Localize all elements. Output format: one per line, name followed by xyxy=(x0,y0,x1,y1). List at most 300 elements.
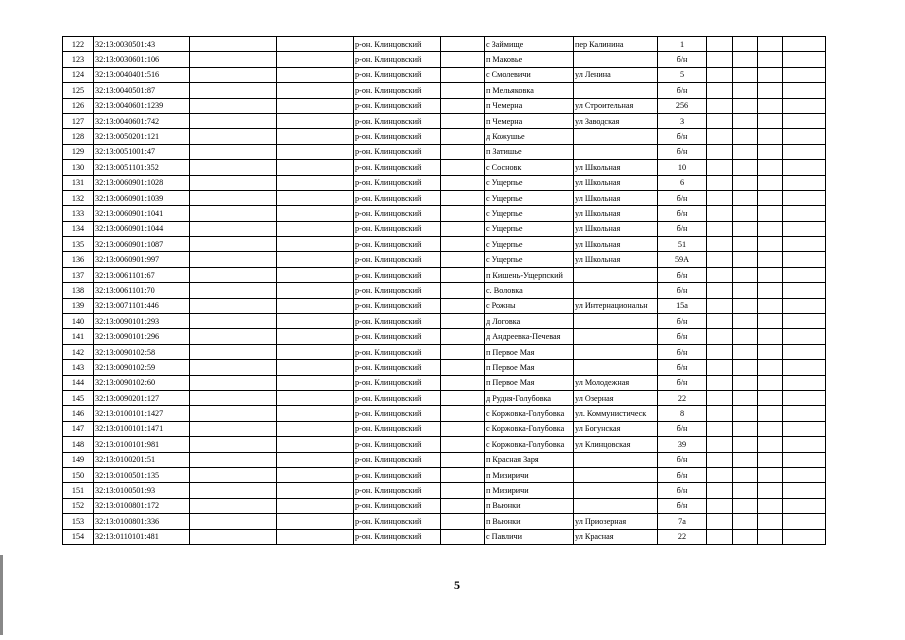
house-number-cell: б/н xyxy=(658,483,707,498)
empty-cell xyxy=(783,267,826,282)
house-number-cell: б/н xyxy=(658,267,707,282)
empty-cell xyxy=(190,252,277,267)
property-register-table xyxy=(62,36,826,545)
empty-cell xyxy=(441,175,485,190)
street-cell xyxy=(574,344,658,359)
row-number-cell: 152 xyxy=(63,498,94,513)
empty-cell xyxy=(190,160,277,175)
table-row xyxy=(63,175,826,190)
empty-cell xyxy=(277,283,354,298)
empty-cell xyxy=(277,37,354,52)
district-cell: р-он. Клинцовский xyxy=(354,329,441,344)
empty-cell xyxy=(277,52,354,67)
street-cell: ул Молодежная xyxy=(574,375,658,390)
row-number-cell: 135 xyxy=(63,237,94,252)
empty-cell xyxy=(783,483,826,498)
street-cell xyxy=(574,52,658,67)
empty-cell xyxy=(758,190,783,205)
table-row xyxy=(63,98,826,113)
house-number-cell: б/н xyxy=(658,314,707,329)
district-cell: р-он. Клинцовский xyxy=(354,283,441,298)
table-row xyxy=(63,267,826,282)
district-cell: р-он. Клинцовский xyxy=(354,390,441,405)
empty-cell xyxy=(758,175,783,190)
empty-cell xyxy=(707,237,733,252)
empty-cell xyxy=(277,390,354,405)
empty-cell xyxy=(190,467,277,482)
row-number-cell: 129 xyxy=(63,144,94,159)
cadastral-number-cell: 32:13:0090101:296 xyxy=(94,329,190,344)
district-cell: р-он. Клинцовский xyxy=(354,344,441,359)
empty-cell xyxy=(277,314,354,329)
district-cell: р-он. Клинцовский xyxy=(354,375,441,390)
locality-cell: д Кожушье xyxy=(485,129,574,144)
row-number-cell: 128 xyxy=(63,129,94,144)
row-number-cell: 140 xyxy=(63,314,94,329)
page-number: 5 xyxy=(454,578,460,592)
district-cell: р-он. Клинцовский xyxy=(354,52,441,67)
empty-cell xyxy=(783,329,826,344)
locality-cell: с Ущерпье xyxy=(485,221,574,236)
house-number-cell: 15а xyxy=(658,298,707,313)
empty-cell xyxy=(277,298,354,313)
empty-cell xyxy=(441,67,485,82)
empty-cell xyxy=(733,329,758,344)
cadastral-number-cell: 32:13:0100801:336 xyxy=(94,514,190,529)
empty-cell xyxy=(707,421,733,436)
empty-cell xyxy=(733,221,758,236)
house-number-cell: 256 xyxy=(658,98,707,113)
empty-cell xyxy=(758,467,783,482)
district-cell: р-он. Клинцовский xyxy=(354,437,441,452)
empty-cell xyxy=(707,314,733,329)
empty-cell xyxy=(758,314,783,329)
cadastral-number-cell: 32:13:0090102:58 xyxy=(94,344,190,359)
locality-cell: п Затишье xyxy=(485,144,574,159)
empty-cell xyxy=(783,113,826,128)
district-cell: р-он. Клинцовский xyxy=(354,37,441,52)
cadastral-number-cell: 32:13:0040601:1239 xyxy=(94,98,190,113)
table-row xyxy=(63,314,826,329)
district-cell: р-он. Клинцовский xyxy=(354,144,441,159)
row-number-cell: 133 xyxy=(63,206,94,221)
empty-cell xyxy=(733,67,758,82)
empty-cell xyxy=(277,329,354,344)
empty-cell xyxy=(707,67,733,82)
locality-cell: д Рудня-Голубовка xyxy=(485,390,574,405)
row-number-cell: 130 xyxy=(63,160,94,175)
empty-cell xyxy=(441,467,485,482)
empty-cell xyxy=(277,190,354,205)
empty-cell xyxy=(707,206,733,221)
empty-cell xyxy=(758,144,783,159)
empty-cell xyxy=(758,452,783,467)
row-number-cell: 146 xyxy=(63,406,94,421)
table-row xyxy=(63,221,826,236)
row-number-cell: 149 xyxy=(63,452,94,467)
empty-cell xyxy=(783,221,826,236)
empty-cell xyxy=(733,206,758,221)
empty-cell xyxy=(758,298,783,313)
empty-cell xyxy=(190,175,277,190)
empty-cell xyxy=(733,52,758,67)
table-row xyxy=(63,190,826,205)
house-number-cell: 6 xyxy=(658,175,707,190)
empty-cell xyxy=(190,529,277,544)
empty-cell xyxy=(277,237,354,252)
empty-cell xyxy=(758,344,783,359)
empty-cell xyxy=(707,298,733,313)
street-cell xyxy=(574,129,658,144)
locality-cell: с Коржовка-Голубовка xyxy=(485,421,574,436)
cadastral-number-cell: 32:13:0051101:352 xyxy=(94,160,190,175)
locality-cell: с Павличи xyxy=(485,529,574,544)
street-cell xyxy=(574,498,658,513)
district-cell: р-он. Клинцовский xyxy=(354,467,441,482)
locality-cell: д Логовка xyxy=(485,314,574,329)
empty-cell xyxy=(277,437,354,452)
district-cell: р-он. Клинцовский xyxy=(354,514,441,529)
empty-cell xyxy=(441,190,485,205)
empty-cell xyxy=(758,406,783,421)
empty-cell xyxy=(190,283,277,298)
empty-cell xyxy=(733,283,758,298)
empty-cell xyxy=(277,67,354,82)
cadastral-number-cell: 32:13:0060901:1039 xyxy=(94,190,190,205)
empty-cell xyxy=(758,237,783,252)
empty-cell xyxy=(783,160,826,175)
district-cell: р-он. Клинцовский xyxy=(354,221,441,236)
empty-cell xyxy=(190,37,277,52)
empty-cell xyxy=(733,113,758,128)
empty-cell xyxy=(441,514,485,529)
house-number-cell: 39 xyxy=(658,437,707,452)
locality-cell: п Первое Мая xyxy=(485,344,574,359)
table-body xyxy=(63,37,826,545)
empty-cell xyxy=(441,37,485,52)
locality-cell: д Андреевка-Печевая xyxy=(485,329,574,344)
empty-cell xyxy=(441,452,485,467)
cadastral-number-cell: 32:13:0090102:60 xyxy=(94,375,190,390)
locality-cell: с Рожны xyxy=(485,298,574,313)
row-number-cell: 139 xyxy=(63,298,94,313)
row-number-cell: 125 xyxy=(63,83,94,98)
empty-cell xyxy=(707,360,733,375)
locality-cell: п Маковье xyxy=(485,52,574,67)
table-row xyxy=(63,375,826,390)
empty-cell xyxy=(733,421,758,436)
table-row xyxy=(63,498,826,513)
empty-cell xyxy=(277,221,354,236)
empty-cell xyxy=(190,190,277,205)
district-cell: р-он. Клинцовский xyxy=(354,206,441,221)
empty-cell xyxy=(277,406,354,421)
empty-cell xyxy=(190,129,277,144)
street-cell xyxy=(574,144,658,159)
row-number-cell: 124 xyxy=(63,67,94,82)
empty-cell xyxy=(441,298,485,313)
row-number-cell: 126 xyxy=(63,98,94,113)
empty-cell xyxy=(783,360,826,375)
empty-cell xyxy=(758,514,783,529)
house-number-cell: 22 xyxy=(658,390,707,405)
empty-cell xyxy=(783,344,826,359)
empty-cell xyxy=(190,83,277,98)
row-number-cell: 147 xyxy=(63,421,94,436)
house-number-cell: 10 xyxy=(658,160,707,175)
district-cell: р-он. Клинцовский xyxy=(354,314,441,329)
empty-cell xyxy=(758,390,783,405)
district-cell: р-он. Клинцовский xyxy=(354,190,441,205)
row-number-cell: 151 xyxy=(63,483,94,498)
empty-cell xyxy=(758,437,783,452)
district-cell: р-он. Клинцовский xyxy=(354,67,441,82)
empty-cell xyxy=(707,160,733,175)
table-row xyxy=(63,298,826,313)
empty-cell xyxy=(707,175,733,190)
table-row xyxy=(63,529,826,544)
empty-cell xyxy=(783,514,826,529)
empty-cell xyxy=(190,406,277,421)
house-number-cell: б/н xyxy=(658,190,707,205)
empty-cell xyxy=(733,498,758,513)
empty-cell xyxy=(707,375,733,390)
empty-cell xyxy=(758,221,783,236)
empty-cell xyxy=(277,375,354,390)
row-number-cell: 144 xyxy=(63,375,94,390)
empty-cell xyxy=(277,113,354,128)
house-number-cell: 59А xyxy=(658,252,707,267)
street-cell: ул. Коммунистическ xyxy=(574,406,658,421)
empty-cell xyxy=(277,267,354,282)
house-number-cell: 7а xyxy=(658,514,707,529)
street-cell: ул Школьная xyxy=(574,190,658,205)
empty-cell xyxy=(707,190,733,205)
empty-cell xyxy=(783,252,826,267)
empty-cell xyxy=(783,375,826,390)
empty-cell xyxy=(707,498,733,513)
house-number-cell: б/н xyxy=(658,144,707,159)
street-cell: ул Строительная xyxy=(574,98,658,113)
empty-cell xyxy=(190,437,277,452)
street-cell: ул Школьная xyxy=(574,221,658,236)
locality-cell: п Вьюнки xyxy=(485,514,574,529)
empty-cell xyxy=(758,483,783,498)
empty-cell xyxy=(441,52,485,67)
empty-cell xyxy=(707,129,733,144)
empty-cell xyxy=(733,129,758,144)
empty-cell xyxy=(733,252,758,267)
empty-cell xyxy=(783,206,826,221)
empty-cell xyxy=(190,144,277,159)
empty-cell xyxy=(190,267,277,282)
empty-cell xyxy=(441,98,485,113)
empty-cell xyxy=(277,483,354,498)
empty-cell xyxy=(733,390,758,405)
empty-cell xyxy=(758,160,783,175)
cadastral-number-cell: 32:13:0100201:51 xyxy=(94,452,190,467)
row-number-cell: 150 xyxy=(63,467,94,482)
street-cell xyxy=(574,83,658,98)
cadastral-number-cell: 32:13:0060901:1028 xyxy=(94,175,190,190)
empty-cell xyxy=(733,98,758,113)
empty-cell xyxy=(783,83,826,98)
empty-cell xyxy=(190,498,277,513)
empty-cell xyxy=(441,329,485,344)
house-number-cell: 3 xyxy=(658,113,707,128)
empty-cell xyxy=(783,452,826,467)
empty-cell xyxy=(783,467,826,482)
district-cell: р-он. Клинцовский xyxy=(354,175,441,190)
empty-cell xyxy=(277,144,354,159)
empty-cell xyxy=(441,113,485,128)
house-number-cell: б/н xyxy=(658,498,707,513)
street-cell: ул Школьная xyxy=(574,206,658,221)
empty-cell xyxy=(190,390,277,405)
empty-cell xyxy=(758,529,783,544)
empty-cell xyxy=(733,314,758,329)
empty-cell xyxy=(190,113,277,128)
empty-cell xyxy=(707,452,733,467)
house-number-cell: б/н xyxy=(658,360,707,375)
cadastral-number-cell: 32:13:0051001:47 xyxy=(94,144,190,159)
cadastral-number-cell: 32:13:0030501:43 xyxy=(94,37,190,52)
empty-cell xyxy=(277,129,354,144)
empty-cell xyxy=(441,314,485,329)
empty-cell xyxy=(707,144,733,159)
locality-cell: п Первое Мая xyxy=(485,375,574,390)
cadastral-number-cell: 32:13:0061101:70 xyxy=(94,283,190,298)
locality-cell: п Чемерна xyxy=(485,98,574,113)
empty-cell xyxy=(707,267,733,282)
locality-cell: п Кишень-Ущерпский xyxy=(485,267,574,282)
empty-cell xyxy=(441,421,485,436)
table-row xyxy=(63,406,826,421)
cadastral-number-cell: 32:13:0100101:1427 xyxy=(94,406,190,421)
cadastral-number-cell: 32:13:0090201:127 xyxy=(94,390,190,405)
empty-cell xyxy=(441,406,485,421)
empty-cell xyxy=(277,83,354,98)
street-cell xyxy=(574,483,658,498)
cadastral-number-cell: 32:13:0060901:997 xyxy=(94,252,190,267)
empty-cell xyxy=(733,237,758,252)
cadastral-number-cell: 32:13:0110101:481 xyxy=(94,529,190,544)
empty-cell xyxy=(758,283,783,298)
empty-cell xyxy=(441,129,485,144)
empty-cell xyxy=(441,529,485,544)
locality-cell: с Коржовка-Голубовка xyxy=(485,437,574,452)
empty-cell xyxy=(441,344,485,359)
table-row xyxy=(63,129,826,144)
empty-cell xyxy=(190,329,277,344)
table-row xyxy=(63,390,826,405)
empty-cell xyxy=(758,113,783,128)
table-row xyxy=(63,83,826,98)
empty-cell xyxy=(707,390,733,405)
empty-cell xyxy=(783,52,826,67)
district-cell: р-он. Клинцовский xyxy=(354,129,441,144)
district-cell: р-он. Клинцовский xyxy=(354,452,441,467)
empty-cell xyxy=(707,37,733,52)
empty-cell xyxy=(758,129,783,144)
empty-cell xyxy=(441,375,485,390)
district-cell: р-он. Клинцовский xyxy=(354,529,441,544)
empty-cell xyxy=(733,37,758,52)
empty-cell xyxy=(441,252,485,267)
locality-cell: с Ущерпье xyxy=(485,252,574,267)
empty-cell xyxy=(783,437,826,452)
table-row xyxy=(63,483,826,498)
locality-cell: с Сосновк xyxy=(485,160,574,175)
empty-cell xyxy=(783,406,826,421)
cadastral-number-cell: 32:13:0100501:135 xyxy=(94,467,190,482)
empty-cell xyxy=(758,83,783,98)
empty-cell xyxy=(733,375,758,390)
house-number-cell: б/н xyxy=(658,329,707,344)
locality-cell: с Ущерпье xyxy=(485,206,574,221)
row-number-cell: 153 xyxy=(63,514,94,529)
cadastral-number-cell: 32:13:0040601:742 xyxy=(94,113,190,128)
empty-cell xyxy=(190,421,277,436)
empty-cell xyxy=(758,98,783,113)
row-number-cell: 127 xyxy=(63,113,94,128)
locality-cell: п Чемерна xyxy=(485,113,574,128)
empty-cell xyxy=(733,190,758,205)
table-row xyxy=(63,252,826,267)
house-number-cell: 8 xyxy=(658,406,707,421)
street-cell xyxy=(574,314,658,329)
empty-cell xyxy=(783,529,826,544)
street-cell: ул Ленина xyxy=(574,67,658,82)
row-number-cell: 132 xyxy=(63,190,94,205)
empty-cell xyxy=(441,221,485,236)
empty-cell xyxy=(190,221,277,236)
locality-cell: с Коржовка-Голубовка xyxy=(485,406,574,421)
locality-cell: с Займище xyxy=(485,37,574,52)
cadastral-number-cell: 32:13:0060901:1087 xyxy=(94,237,190,252)
empty-cell xyxy=(783,237,826,252)
row-number-cell: 122 xyxy=(63,37,94,52)
empty-cell xyxy=(277,160,354,175)
empty-cell xyxy=(707,329,733,344)
empty-cell xyxy=(733,83,758,98)
empty-cell xyxy=(190,67,277,82)
table-row xyxy=(63,514,826,529)
house-number-cell: б/н xyxy=(658,452,707,467)
empty-cell xyxy=(733,406,758,421)
cadastral-number-cell: 32:13:0100101:981 xyxy=(94,437,190,452)
district-cell: р-он. Клинцовский xyxy=(354,113,441,128)
street-cell xyxy=(574,452,658,467)
street-cell: пер Калинина xyxy=(574,37,658,52)
empty-cell xyxy=(733,452,758,467)
empty-cell xyxy=(277,498,354,513)
empty-cell xyxy=(733,437,758,452)
district-cell: р-он. Клинцовский xyxy=(354,237,441,252)
district-cell: р-он. Клинцовский xyxy=(354,298,441,313)
empty-cell xyxy=(733,514,758,529)
empty-cell xyxy=(441,237,485,252)
cadastral-number-cell: 32:13:0061101:67 xyxy=(94,267,190,282)
empty-cell xyxy=(277,206,354,221)
empty-cell xyxy=(733,298,758,313)
empty-cell xyxy=(707,252,733,267)
table-row xyxy=(63,360,826,375)
street-cell xyxy=(574,467,658,482)
table-row xyxy=(63,344,826,359)
empty-cell xyxy=(190,375,277,390)
empty-cell xyxy=(758,421,783,436)
